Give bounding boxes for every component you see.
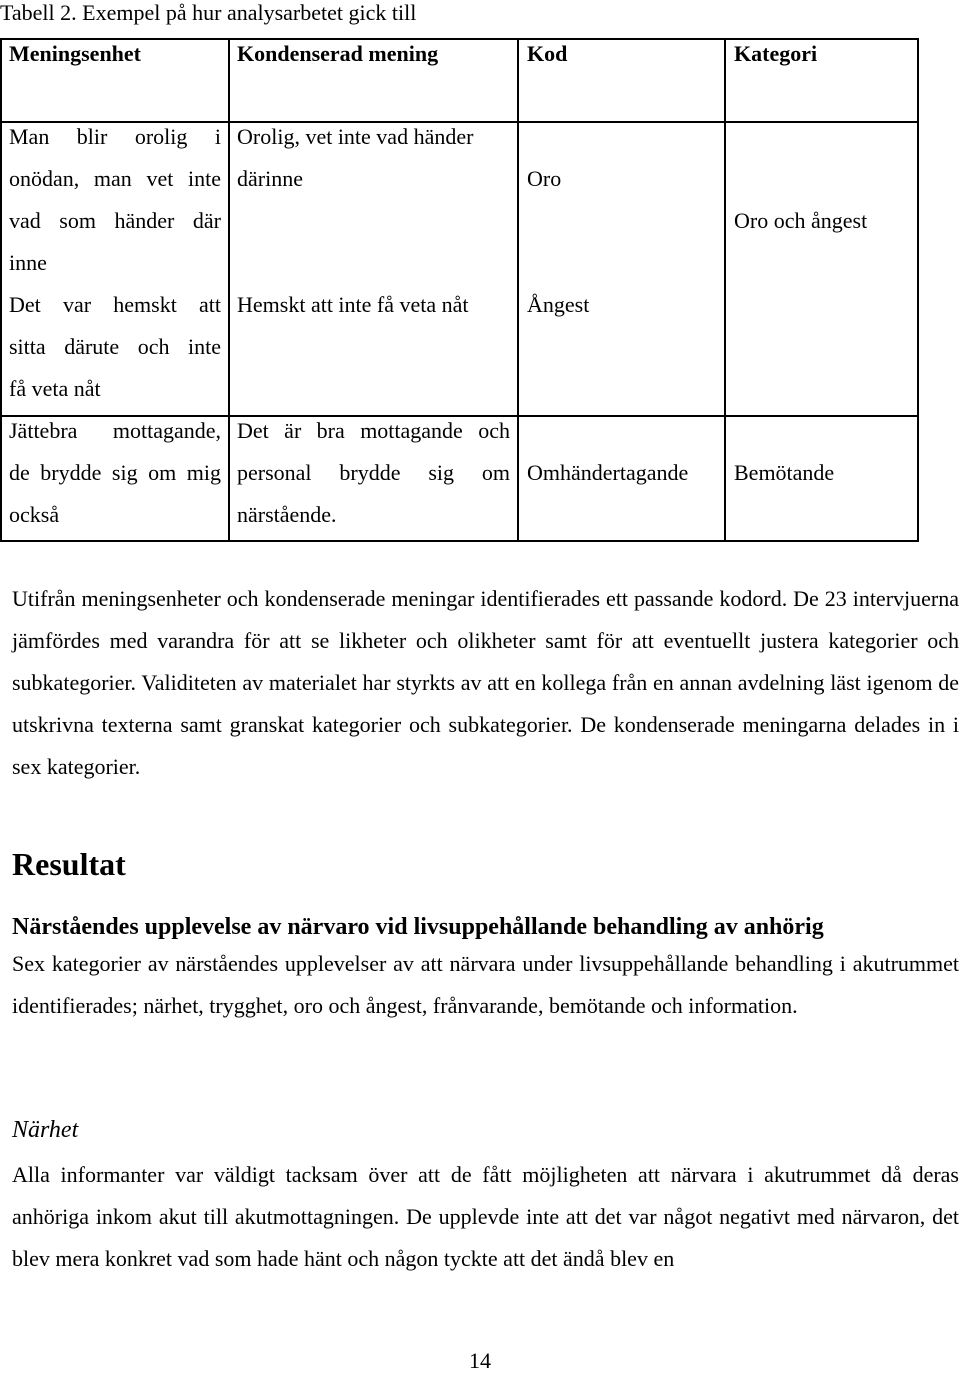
cell-kod: Omhändertagande [527, 460, 689, 485]
cell-kondenserad: Hemskt att inte få veta nåt [237, 292, 469, 317]
cell-kondenserad: närstående. [237, 502, 337, 527]
header-kod: Kod [527, 41, 568, 66]
cell-kondenserad: därinne [237, 166, 303, 191]
cell-kod: Ångest [527, 292, 590, 317]
table-col-divider [724, 38, 726, 542]
cell-meningsenhet: sitta därute och inte [9, 334, 221, 359]
cell-meningsenhet: Man blir orolig i [9, 124, 221, 149]
analysis-table [0, 38, 919, 542]
header-kondenserad-mening: Kondenserad mening [237, 41, 439, 66]
body-paragraph: Alla informanter var väldigt tacksam över att de fått möjligheten att närvara i akutrummet då deras anhöriga inkom akut till akutmottagningen. De upplevde inte att det var något negativt med närvaron, det blev mera konkret vad som hade hänt och någon tyckte att det ändå blev en [12, 1162, 959, 1271]
cell-kondenserad: Det är bra mottagande och [237, 418, 510, 443]
table-border-left [0, 38, 2, 542]
cell-kondenserad: personal brydde sig om [237, 460, 510, 485]
cell-kategori: Bemötande [734, 460, 835, 485]
cell-meningsenhet: Det var hemskt att [9, 292, 221, 317]
cell-meningsenhet: också [9, 502, 60, 527]
header-meningsenhet: Meningsenhet [9, 41, 141, 66]
page-number: 14 [469, 1348, 491, 1373]
table-border-right [917, 38, 919, 542]
cell-kod: Oro [527, 166, 562, 191]
subsection-heading: Närståendes upplevelse av närvaro vid livsuppehållande behandling av anhörig [12, 914, 824, 940]
cell-kondenserad: Orolig, vet inte vad händer [237, 124, 474, 149]
cell-meningsenhet: få veta nåt [9, 376, 101, 401]
table-col-divider [517, 38, 519, 542]
subsection-heading-narhet: Närhet [12, 1117, 79, 1143]
cell-meningsenhet: Jättebra mottagande, [9, 418, 221, 443]
cell-meningsenhet: onödan, man vet inte [9, 166, 221, 191]
body-paragraph: Utifrån meningsenheter och kondenserade meningar identifierades ett passande kodord. De 23 intervjuerna jämfördes med varandra för att se likheter och olikheter samt för att eventuellt justera kategorier och subkategorier. Validiteten av materialet har styrkts av att en kollega från en annan avdelning läst igenom de utskrivna texterna samt granskat kategorier och subkategorier. De kondenserade meningarna delades in i sex kategorier. [12, 586, 959, 779]
cell-meningsenhet: vad som händer där [9, 208, 221, 233]
table-border-bottom [0, 540, 919, 542]
table-col-divider [228, 38, 230, 542]
header-kategori: Kategori [734, 41, 818, 66]
body-paragraph: Sex kategorier av närståendes upplevelser av att närvara under livsuppehållande behandling i akutrummet identifierades; närhet, trygghet, oro och ångest, frånvarande, bemötande och information. [12, 951, 959, 1018]
table-caption: Tabell 2. Exempel på hur analysarbetet gick till [0, 0, 417, 25]
cell-meningsenhet: inne [9, 250, 47, 275]
cell-meningsenhet: de brydde sig om mig [9, 460, 221, 485]
cell-kategori: Oro och ångest [734, 208, 868, 233]
section-heading-resultat: Resultat [12, 846, 126, 882]
